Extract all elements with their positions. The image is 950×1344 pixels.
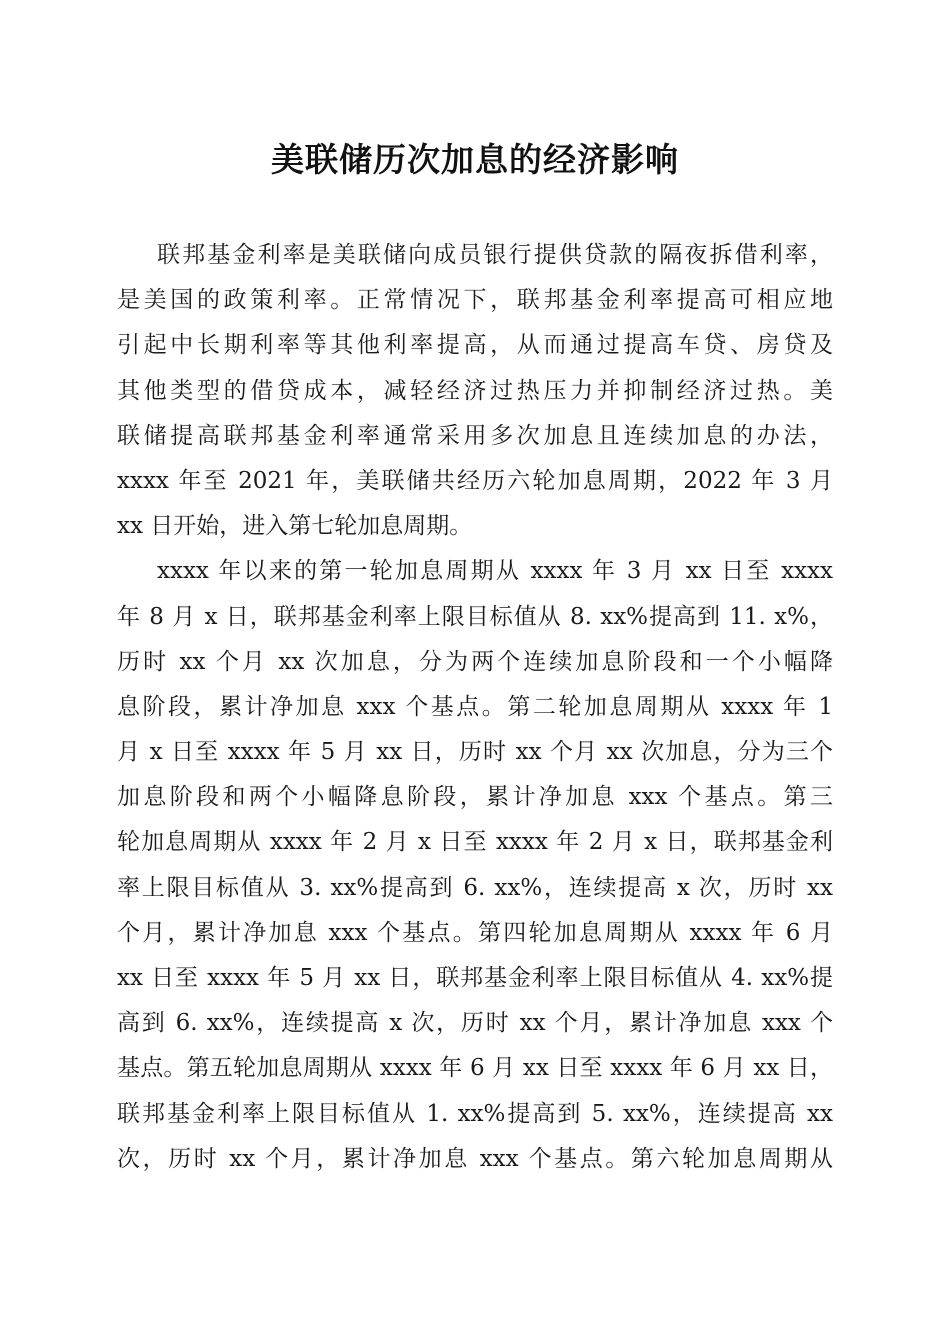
document-title: 美联储历次加息的经济影响 xyxy=(271,140,679,179)
text-line: 其他类型的借贷成本，减轻经济过热压力并抑制经济过热。美 xyxy=(117,377,833,404)
text-line: 联邦基金利率上限目标值从 1. xx%提高到 5. xx%，连续提高 xx xyxy=(117,1100,833,1127)
text-line: 轮加息周期从 xxxx 年 2 月 x 日至 xxxx 年 2 月 x 日，联邦基金利 xyxy=(117,829,833,856)
text-line: 高到 6. xx%，连续提高 x 次，历时 xx 个月，累计净加息 xxx 个 xyxy=(117,1010,833,1037)
text-line: 引起中长期利率等其他利率提高，从而通过提高车贷、房贷及 xyxy=(117,332,833,359)
text-line: xx 日开始，进入第七轮加息周期。 xyxy=(117,513,473,540)
text-line: xxxx 年以来的第一轮加息周期从 xxxx 年 3 月 xx 日至 xxxx xyxy=(157,558,833,585)
text-line: 联邦基金利率是美联储向成员银行提供贷款的隔夜拆借利率， xyxy=(157,242,833,268)
text-line: 个月，累计净加息 xxx 个基点。第四轮加息周期从 xxxx 年 6 月 xyxy=(117,919,833,946)
text-line: 历时 xx 个月 xx 次加息，分为两个连续加息阶段和一个小幅降 xyxy=(117,648,833,675)
text-line: xxxx 年至 2021 年，美联储共经历六轮加息周期，2022 年 3 月 xyxy=(117,467,833,494)
text-line: 月 x 日至 xxxx 年 5 月 xx 日，历时 xx 个月 xx 次加息，分为三个 xyxy=(117,739,833,766)
document-body xyxy=(117,233,833,1182)
text-line: 加息阶段和两个小幅降息阶段，累计净加息 xxx 个基点。第三 xyxy=(117,784,833,811)
text-line: 年 8 月 x 日，联邦基金利率上限目标值从 8. xx%提高到 11. x%， xyxy=(117,603,833,630)
text-line: 率上限目标值从 3. xx%提高到 6. xx%，连续提高 x 次，历时 xx xyxy=(117,874,833,901)
text-line: 联储提高联邦基金利率通常采用多次加息且连续加息的办法， xyxy=(117,422,833,449)
text-line: 基点。第五轮加息周期从 xxxx 年 6 月 xx 日至 xxxx 年 6 月 xx 日， xyxy=(117,1055,833,1082)
text-line: 息阶段，累计净加息 xxx 个基点。第二轮加息周期从 xxxx 年 1 xyxy=(117,693,833,720)
text-line: xx 日至 xxxx 年 5 月 xx 日，联邦基金利率上限目标值从 4. xx%提 xyxy=(117,965,833,991)
text-line: 是美国的政策利率。正常情况下，联邦基金利率提高可相应地 xyxy=(117,287,833,314)
text-line: 次，历时 xx 个月，累计净加息 xxx 个基点。第六轮加息周期从 xyxy=(117,1145,833,1172)
